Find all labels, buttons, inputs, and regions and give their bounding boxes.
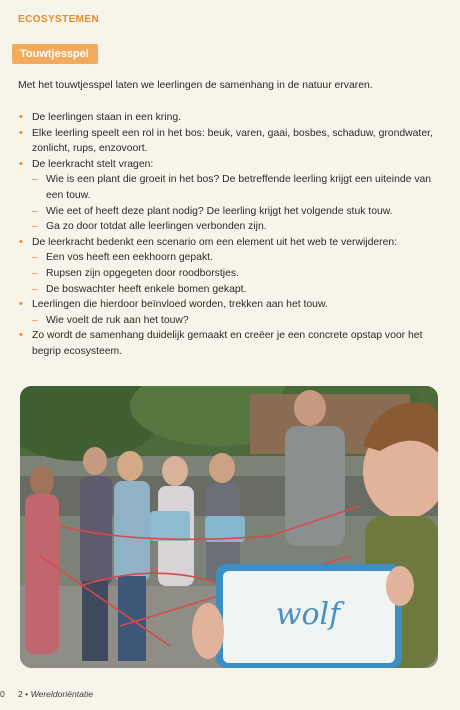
classroom-photo [20, 386, 438, 668]
instruction-list [18, 110, 438, 360]
sub-list-item: – Een vos heeft een eekhoorn gepakt. [32, 250, 438, 266]
whiteboard-text: wolf [275, 597, 341, 632]
sub-list-item: – Rupsen zijn opgegeten door roodborstjes. [32, 266, 438, 282]
section-label: ECOSYSTEMEN [18, 14, 100, 25]
sub-list-item: – Wie is een plant die groeit in het bos? De betreffende leerling krijgt een uiteinde van een touw. [32, 172, 438, 203]
list-item: • Elke leerling speelt een rol in het bos: beuk, varen, gaai, bosbes, schaduw, grondwater, zonlicht, rups, enzovoort. [18, 126, 438, 157]
activity-title-tab: Touwtjesspel [12, 44, 98, 64]
list-item: • De leerlingen staan in een kring. [18, 110, 438, 126]
sub-list-item: – Wie voelt de ruk aan het touw? [32, 313, 438, 329]
list-item: • Zo wordt de samenhang duidelijk gemaakt en creëer je een concrete opstap voor het begrip ecosysteem. [18, 328, 438, 359]
sub-list-item: – Wie eet of heeft deze plant nodig? De leerling krijgt het volgende stuk touw. [32, 204, 438, 220]
list-item: • De leerkracht stelt vragen: – Wie is een plant die groeit in het bos? De betreffende leerling krijgt een uiteinde van een touw. – Wie eet of heeft deze plant nodig? De leerling krijgt het volgende stuk touw. – Ga zo door totdat alle leerlingen verbonden zijn. [18, 157, 438, 235]
page-number: 0 [0, 689, 5, 699]
intro-paragraph: Met het touwtjesspel laten we leerlingen de samenhang in de natuur ervaren. [18, 80, 373, 91]
sub-list-item: – Ga zo door totdat alle leerlingen verbonden zijn. [32, 219, 438, 235]
list-item: • De leerkracht bedenkt een scenario om een element uit het web te verwijderen: – Een vos heeft een eekhoorn gepakt. – Rupsen zijn opgegeten door roodborstjes. – De boswachter heeft enkele bomen gekapt. [18, 235, 438, 297]
chapter-reference: 2 • Wereldoriëntatie [18, 689, 93, 699]
list-item: • Leerlingen die hierdoor beïnvloed worden, trekken aan het touw. – Wie voelt de ruk aan het touw? [18, 297, 438, 328]
sub-list-item: – De boswachter heeft enkele bomen gekapt. [32, 282, 438, 298]
